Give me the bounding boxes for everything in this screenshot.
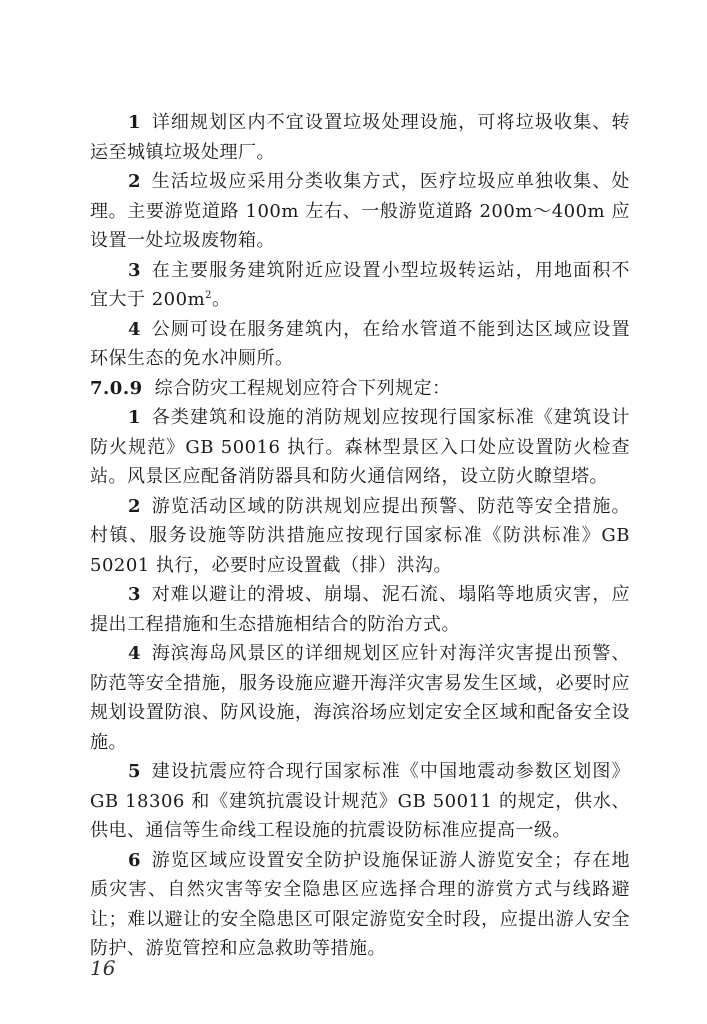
item-text: 生活垃圾应采用分类收集方式，医疗垃圾应单独收集、处理。主要游览道路 100m 左右、一般游览道路 200m～400m 应设置一处垃圾废物箱。 — [90, 171, 630, 251]
item-text-tail: 。 — [212, 289, 231, 310]
item-number: 2 — [128, 495, 142, 517]
list-item — [90, 167, 630, 256]
list-item — [90, 108, 630, 167]
item-text: 详细规划区内不宜设置垃圾处理设施，可将垃圾收集、转运至城镇垃圾处理厂。 — [90, 112, 630, 163]
item-text: 各类建筑和设施的消防规划应按现行国家标准《建筑设计防火规范》GB 50016 执行。森林型景区入口处应设置防火检查站。风景区应配备消防器具和防火通信网络，设立防火瞭望塔。 — [90, 407, 630, 487]
list-item — [90, 639, 630, 757]
list-item — [90, 580, 630, 639]
item-text: 建设抗震应符合现行国家标准《中国地震动参数区划图》GB 18306 和《建筑抗震设计规范》GB 50011 的规定，供水、供电、通信等生命线工程设施的抗震设防标准应提高一级。 — [90, 761, 630, 841]
item-number: 4 — [128, 643, 142, 664]
list-item — [90, 492, 630, 581]
item-text: 对难以避让的滑坡、崩塌、泥石流、塌陷等地质灾害，应提出工程措施和生态措施相结合的防治方式。 — [90, 584, 630, 635]
item-text: 在主要服务建筑附近应设置小型垃圾转运站，用地面积不宜大于 200m — [90, 259, 630, 310]
item-text: 游览活动区域的防洪规划应提出预警、防范等安全措施。村镇、服务设施等防洪措施应按现行国家标准《防洪标准》GB 50201 执行，必要时应设置截（排）洪沟。 — [90, 495, 630, 576]
list-item — [90, 315, 630, 374]
item-number: 1 — [128, 112, 142, 133]
item-number: 6 — [128, 849, 142, 871]
item-number: 5 — [128, 761, 142, 782]
page-number: 16 — [90, 956, 116, 980]
clause-number: 7.0.9 — [90, 377, 143, 399]
item-number: 3 — [128, 584, 142, 605]
item-text: 游览区域应设置安全防护设施保证游人游览安全；存在地质灾害、自然灾害等安全隐患区应选择合理的游赏方式与线路避让；难以避让的安全隐患区可限定游览安全时段，应提出游人安全防护、游览管控和应急救助等措施。 — [90, 849, 630, 959]
item-text: 公厕可设在服务建筑内，在给水管道不能到达区域应设置环保生态的免水冲厕所。 — [90, 318, 630, 369]
item-number: 2 — [128, 171, 142, 192]
clause-text: 综合防灾工程规划应符合下列规定： — [154, 377, 451, 399]
item-number: 4 — [128, 318, 142, 340]
item-number: 1 — [128, 407, 142, 428]
list-item — [90, 757, 630, 846]
document-body — [90, 108, 630, 964]
item-text: 海滨海岛风景区的详细规划区应针对海洋灾害提出预警、防范等安全措施，服务设施应避开海洋灾害易发生区域，必要时应规划设置防浪、防风设施，海滨浴场应划定安全区域和配备安全设施。 — [90, 643, 630, 753]
list-item — [90, 256, 630, 315]
item-number: 3 — [128, 259, 142, 281]
clause-heading — [90, 374, 630, 404]
superscript: 2 — [205, 290, 213, 301]
list-item — [90, 846, 630, 964]
list-item — [90, 403, 630, 492]
